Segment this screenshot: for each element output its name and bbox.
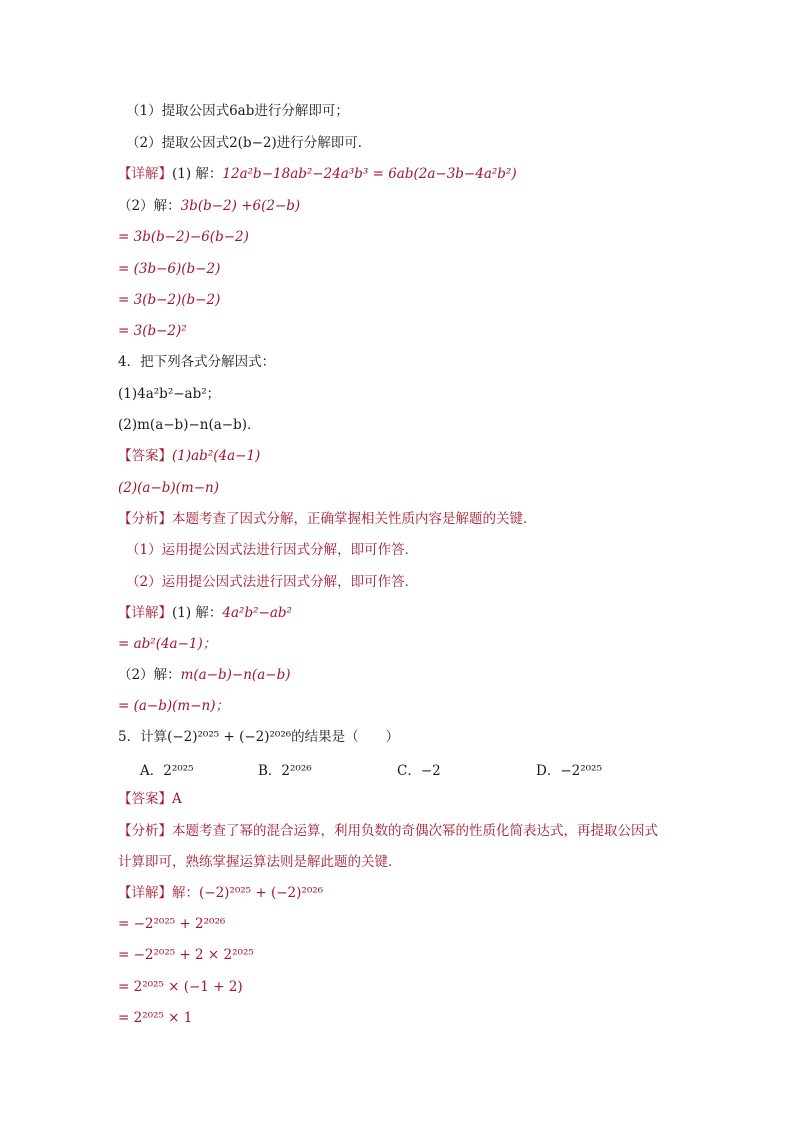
question-4-part-1: (1)4a²b²−ab²； [118,386,221,402]
analysis-line [118,510,537,528]
answer-label: 【答案】 [118,448,172,464]
derivation-step: = ab²(4a−1)； [118,636,217,652]
derivation-step: = −2²⁰²⁵ + 2 × 2²⁰²⁵ [118,947,254,963]
detail-line-2 [118,666,290,684]
choice-a: A．2²⁰²⁵ [140,763,194,779]
analysis-label: 【分析】 [118,511,172,527]
analysis-text-2: 计算即可，熟练掌握运算法则是解此题的关键． [118,854,402,870]
detail-math: 4a²b²−ab² [222,605,292,621]
detail-line [118,604,292,622]
detail-math: (−2)²⁰²⁵ + (−2)²⁰²⁶ [199,885,324,901]
detail-label: 【详解】 [118,885,172,901]
analysis-step-2: （2）运用提公因式法进行因式分解，即可作答． [126,574,419,590]
detail-math: 3b(b−2) +6(2−b) [180,198,301,214]
choice-c: C．−2 [397,763,441,779]
answer-line [118,447,260,465]
answer-text-2: (2)(a−b)(m−n) [118,480,219,496]
choice-b: B．2²⁰²⁶ [258,763,312,779]
answer-text: (1)ab²(4a−1) [172,448,261,464]
solution-step-1: （1）提取公因式6ab进行分解即可； [126,103,349,119]
derivation-step: = (a−b)(m−n)； [118,698,229,714]
detail-math: m(a−b)−n(a−b) [180,667,291,683]
answer-line [118,790,182,808]
analysis-step-1: （1）运用提公因式法进行因式分解，即可作答． [126,542,419,558]
answer-label: 【答案】 [118,791,172,807]
detail-line-2 [118,197,300,215]
detail-prefix: （2）解： [118,198,181,214]
detail-prefix: （2）解： [118,667,181,683]
derivation-step: = 3b(b−2)−6(b−2) [118,229,249,245]
detail-prefix: 解： [172,885,199,901]
detail-math: 12a²b−18ab²−24a³b³ = 6ab(2a−3b−4a²b²) [222,166,517,182]
detail-line [118,165,517,183]
analysis-text: 本题考查了因式分解，正确掌握相关性质内容是解题的关键． [172,511,537,527]
derivation-step: = 3(b−2)(b−2) [118,292,221,308]
solution-step-2: （2）提取公因式2(b−2)进行分解即可． [126,135,372,151]
analysis-label: 【分析】 [118,823,172,839]
detail-line [118,884,323,902]
detail-label: 【详解】 [118,605,172,621]
analysis-text: 本题考查了幂的混合运算，利用负数的奇偶次幂的性质化简表达式，再提取公因式 [172,823,658,839]
detail-prefix: (1) 解： [172,605,223,621]
choice-d: D．−2²⁰²⁵ [536,763,602,779]
derivation-step: = 2²⁰²⁵ × (−1 + 2) [118,979,243,995]
derivation-step: = (3b−6)(b−2) [118,261,221,277]
detail-prefix: (1) 解： [172,166,223,182]
derivation-step: = 3(b−2)² [118,323,187,339]
question-5-stem: 5．计算(−2)²⁰²⁵ + (−2)²⁰²⁶的结果是（ ） [118,729,400,745]
detail-label: 【详解】 [118,166,172,182]
question-4-part-2: (2)m(a−b)−n(a−b)． [118,417,261,433]
analysis-line [118,822,658,840]
answer-text: A [172,791,182,807]
derivation-step: = −2²⁰²⁵ + 2²⁰²⁶ [118,916,226,932]
derivation-step: = 2²⁰²⁵ × 1 [118,1010,193,1026]
question-4-stem: 4．把下列各式分解因式： [118,354,276,370]
